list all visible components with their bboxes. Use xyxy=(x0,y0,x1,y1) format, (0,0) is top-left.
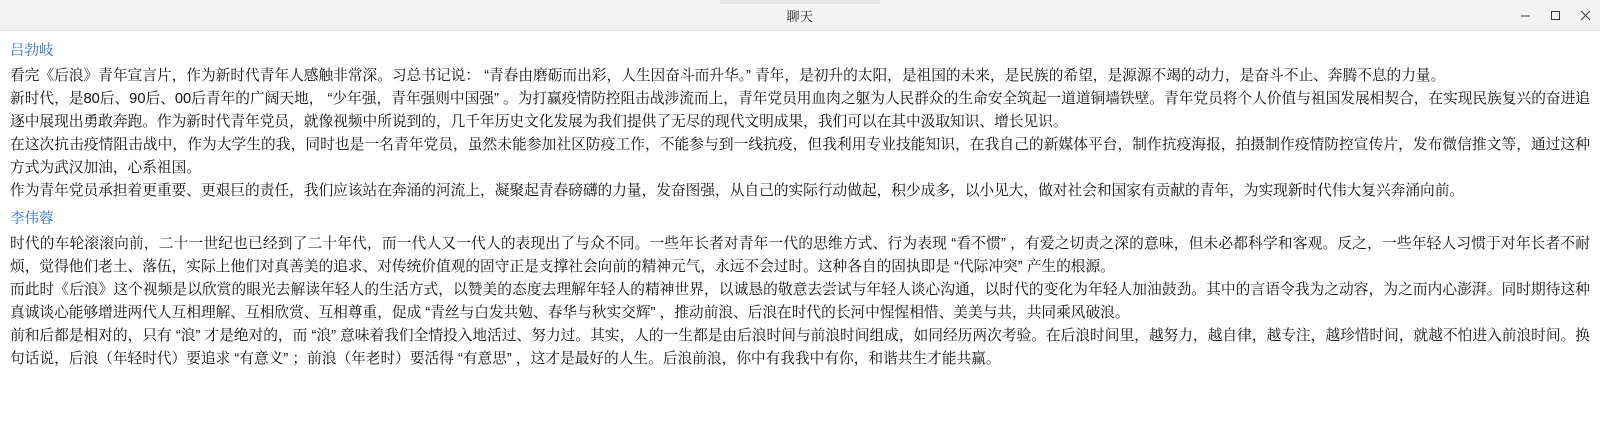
window-drag-handle[interactable] xyxy=(720,0,880,4)
post-author: 李伟蓉 xyxy=(10,211,54,227)
post-paragraph: 前和后都是相对的，只有 “浪” 才是绝对的，而 “浪” 意味着我们全情投入地活过、努力过。其实，人的一生都是由后浪时间与前浪时间组成，如同经历两次考验。在后浪时间里，越努力，越自律，越专注，越珍惜时间，就越不怕进入前浪时间。换句话说，后浪（年轻时代）要追求 “有意义” ；前浪（年老时）要活得 “有意思” ，这才是最好的人生。后浪前浪，你中有我我中有你，和谐共生才能共赢。 xyxy=(10,328,1590,367)
maximize-icon[interactable] xyxy=(1540,0,1570,30)
post-paragraph: 作为青年党员承担着更重要、更艰巨的责任，我们应该站在奔涌的河流上，凝聚起青春磅礴的力量，发奋图强，从自己的实际行动做起，积少成多，以小见大，做对社会和国家有贡献的青年，为实现新时代伟大复兴奔涌向前。 xyxy=(10,183,1465,199)
post-paragraph: 新时代，是80后、90后、00后青年的广阔天地， “少年强，青年强则中国强” 。为打赢疫情防控阻击战涉流而上，青年党员用血肉之躯为人民群众的生命安全筑起一道道铜墙铁壁。青年党员将个人价值与祖国发展相契合，在实现民族复兴的奋进追逐中展现出勇敢奔跑。作为新时代青年党员，就像视频中所说到的，几千年历史文化发展为我们提供了无尽的现代文明成果，我们可以在其中汲取知识、增长见识。 xyxy=(10,91,1590,130)
post-author: 吕勃岐 xyxy=(10,43,54,59)
post-paragraph: 时代的车轮滚滚向前，二十一世纪也已经到了二十年代，而一代人又一代人的表现出了与众不同。一些年长者对青年一代的思维方式、行为表现 “看不惯” ，有爱之切责之深的意味，但未必都科学和客观。反之，一些年轻人习惯于对年长者不耐烦，觉得他们老土、落伍，实际上他们对真善美的追求、对传统价值观的固守正是支撑社会向前的精神元气，永远不会过时。这种各自的固执即是 “代际冲突” 产生的根源。 xyxy=(10,236,1590,275)
post-paragraph: 而此时《后浪》这个视频是以欣赏的眼光去解读年轻人的生活方式，以赞美的态度去理解年轻人的精神世界，以诚恳的敬意去尝试与年轻人谈心沟通，以时代的变化为年轻人加油鼓劲。其中的言语令我为之动容，为之而内心澎湃。同时期待这种真诚谈心能够增进两代人互相理解、互相欣赏、互相尊重，促成 “青丝与白发共勉、春华与秋实交辉” ，推动前浪、后浪在时代的长河中惺惺相惜、美美与共，共同乘风破浪。 xyxy=(10,282,1590,321)
title-bar xyxy=(0,0,1600,31)
post-item xyxy=(10,39,1590,203)
post-paragraph: 在这次抗击疫情阻击战中，作为大学生的我，同时也是一名青年党员，虽然未能参加社区防疫工作，不能参与到一线抗疫，但我利用专业技能知识，在我自己的新媒体平台，制作抗疫海报，拍摄制作疫情防控宣传片，发布微信推文等，通过这种方式为武汉加油，心系祖国。 xyxy=(10,137,1590,176)
window-controls xyxy=(1510,0,1600,30)
post-item xyxy=(10,207,1590,371)
message-list[interactable] xyxy=(0,31,1600,422)
window-title: 聊天 xyxy=(786,8,814,24)
post-separator xyxy=(10,203,1590,205)
post-paragraph: 看完《后浪》青年宣言片，作为新时代青年人感触非常深。习总书记说： “青春由磨砺而出彩，人生因奋斗而升华。” 青年，是初升的太阳，是祖国的未来，是民族的希望，是源源不竭的动力，是奋斗不止、奔腾不息的力量。 xyxy=(10,68,1446,84)
close-icon[interactable] xyxy=(1570,0,1600,30)
minimize-icon[interactable] xyxy=(1510,0,1540,30)
